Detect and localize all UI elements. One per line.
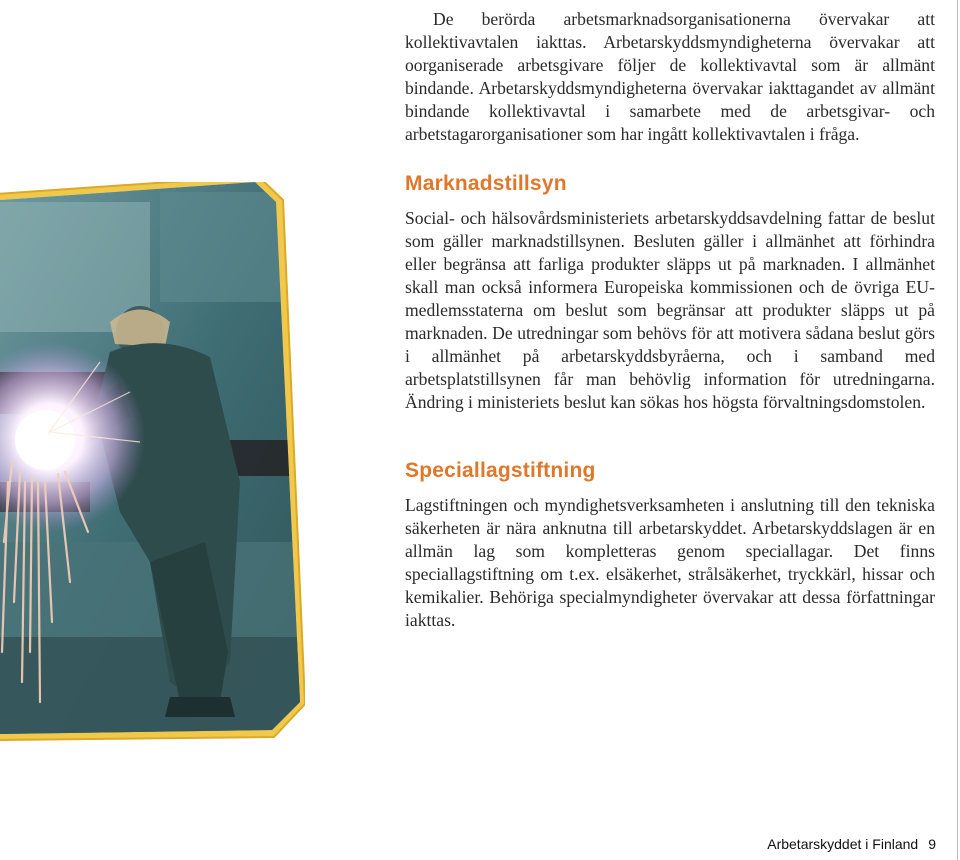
paragraph-speciallagstiftning: Lagstiftningen och myndighetsverksamheten i anslutning till den tekniska säkerheten är nära anknutna till arbetarskyddet. Arbetarskyddslagen är en allmän lag som kompletteras genom speciallagar. Det finns speciallagstiftning om t.ex. elsäkerhet, strålsäkerhet, tryckkärl, hissar och kemikalier. Behöriga specialmyndigheter övervakar att dessa författningar iakttas. (405, 495, 935, 630)
heading-marknadstillsyn: Marknadstillsyn (405, 172, 567, 195)
page-edge-rule (957, 0, 958, 860)
footer-page-number: 9 (928, 836, 936, 852)
footer-publication: Arbetarskyddet i Finland (767, 836, 919, 852)
page-footer (767, 836, 936, 852)
heading-speciallagstiftning: Speciallagstiftning (405, 459, 596, 482)
welder-photo (0, 182, 305, 742)
paragraph-marknadstillsyn: Social- och hälsovårdsministeriets arbetarskyddsavdelning fattar de beslut som gäller marknadstillsynen. Besluten gäller i allmänhet att förhindra eller begränsa att farliga produkter släpps ut på marknaden. I allmänhet skall man också informera Europeiska kommissionen och de övriga EU-medlemsstaterna om beslut som begränsar att produkter släpps ut på marknaden. De utredningar som behövs för att motivera sådana beslut görs i allmänhet på arbetarskyddsbyråerna, och i samband med arbetsplatstillsynen får man behövlig information för utredningarna. Ändring i ministeriets beslut kan sökas hos högsta förvaltningsdomstolen. (405, 208, 935, 412)
intro-paragraph: De berörda arbetsmarknadsorganisationerna övervakar att kollektivavtalen iakttas. Arbetarskyddsmyndigheterna övervakar att oorganiserade arbetsgivare följer de kollektivavtal som är allmänt bindande. Arbetarskyddsmyndigheterna övervakar iakttagandet av allmänt bindande kollektivavtal i samarbete med de arbetsgivar- och arbetstagarorganisationer som har ingått kollektivavtalen i fråga. (405, 9, 935, 144)
